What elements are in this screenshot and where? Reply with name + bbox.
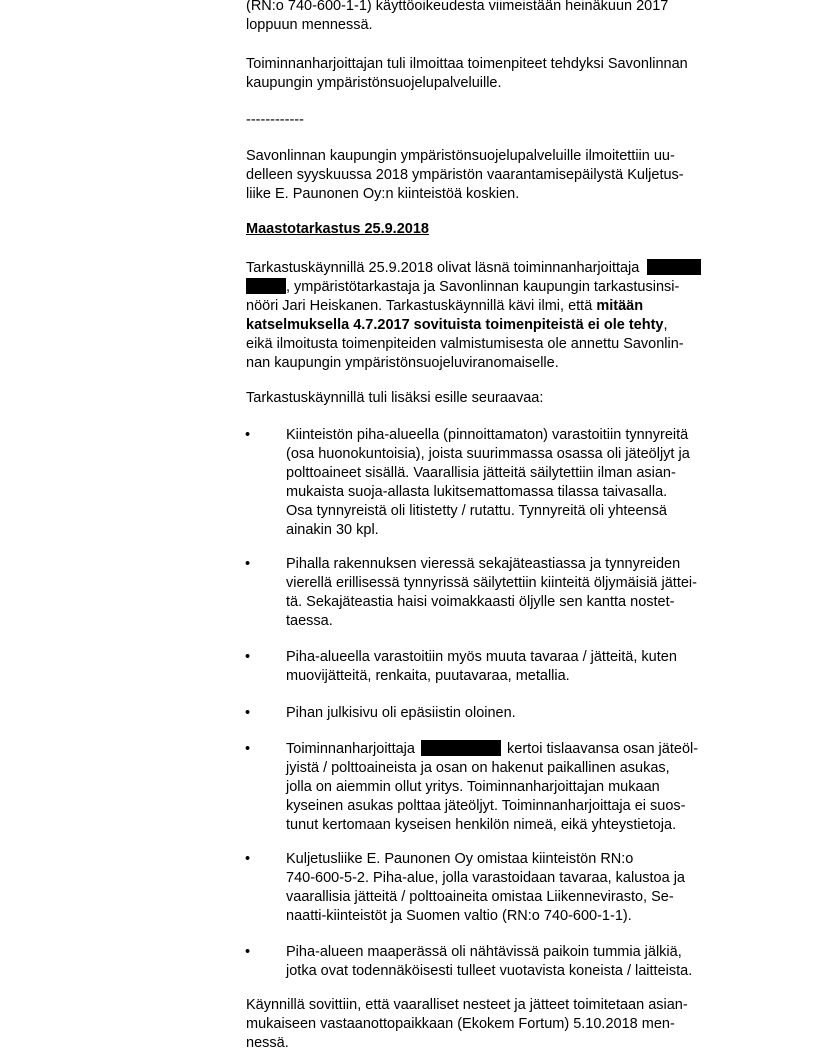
text-line: nan kaupungin ympäristönsuojeluviranomaiselle.: [246, 355, 559, 371]
bullet-marker: •: [245, 851, 251, 867]
paragraph-agreement: [246, 996, 746, 1053]
text-line: (RN:o 740-600-1-1) käyttöoikeudesta viimeistään heinäkuun 2017: [246, 0, 669, 14]
text-line: jyistä / polttoaineista ja osan on hakenut paikallinen asukas,: [286, 760, 670, 776]
text-run: Toiminnanharjoittaja: [286, 741, 415, 757]
text-line: tä. Sekajäteastia haisi voimakkaasti öljylle sen kantta nostet-: [286, 594, 675, 610]
bullet-item-7: [286, 943, 756, 981]
text-line: nessä.: [246, 1035, 289, 1051]
text-line: [246, 278, 746, 297]
text-line: Toiminnanharjoittajan tuli ilmoittaa toimenpiteet tehdyksi Savonlinnan: [246, 56, 688, 72]
text-line: loppuun mennessä.: [246, 17, 373, 33]
text-line: vaarallisia jätteitä / polttoaineita omistaa Liikennevirasto, Se-: [286, 889, 674, 905]
text-run: kertoi tislaavansa osan jäteöl-: [507, 741, 699, 757]
text-line: [246, 297, 746, 316]
bullet-marker: •: [245, 427, 251, 443]
bullet-item-1: [286, 426, 756, 540]
text-line: mukaista suoja-allasta lukitsemattomassa tilassa taivasalla.: [286, 484, 668, 500]
text-line: delleen syyskuussa 2018 ympäristön vaarantamisepäilystä Kuljetus-: [246, 167, 684, 183]
paragraph-report: [246, 147, 746, 204]
text-line: jotka ovat todennäköisesti tulleet vuotavista koneista / laitteista.: [286, 963, 693, 979]
text-line: Savonlinnan kaupungin ympäristönsuojelupalveluille ilmoitettiin uu-: [246, 148, 675, 164]
text-line: kaupungin ympäristönsuojelupalveluille.: [246, 75, 502, 91]
text-line: 740-600-5-2. Piha-alue, jolla varastoidaan tavaraa, kalustoa ja: [286, 870, 685, 886]
text-line: Pihan julkisivu oli epäsiistin oloinen.: [286, 705, 516, 721]
bullet-marker: •: [245, 741, 251, 757]
text-line: Piha-alueen maaperässä oli nähtävissä paikoin tummia jälkiä,: [286, 944, 682, 960]
text-line: mukaiseen vastaanottopaikkaan (Ekokem Fortum) 5.10.2018 men-: [246, 1016, 675, 1032]
text-line: jolla on aiemmin ollut yritys. Toiminnanharjoittajan mukaan: [286, 779, 660, 795]
text-run: Tarkastuskäynnillä 25.9.2018 olivat läsnä toiminnanharjoittaja: [246, 260, 640, 276]
text-line: eikä ilmoitusta toimenpiteiden valmistumisesta ole annettu Savonlin-: [246, 336, 684, 352]
bullet-item-6: [286, 850, 756, 926]
text-line: Osa tynnyreistä oli litistetty / rutattu. Tynnyreitä oli yhteensä: [286, 503, 667, 519]
bullet-marker: •: [245, 705, 251, 721]
text-line: [286, 740, 756, 759]
text-line: tunut kertomaan kyseisen henkilön nimeä, eikä yhteystietoja.: [286, 817, 677, 833]
bullet-item-4: [286, 704, 756, 723]
paragraph-notify: [246, 55, 746, 93]
bullet-marker: •: [245, 556, 251, 572]
text-line: liike E. Paunonen Oy:n kiinteistöä koskien.: [246, 186, 520, 202]
bullet-marker: •: [245, 944, 251, 960]
text-line: polttoaineet sisällä. Vaarallisia jätteitä säilytettiin ilman asian-: [286, 465, 676, 481]
text-line: Piha-alueella varastoitiin myös muuta tavaraa / jätteitä, kuten: [286, 649, 677, 665]
text-line: [246, 259, 746, 278]
text-line: vierellä erillisessä tynnyrissä säilytettiin kiinteitä öljymäisiä jättei-: [286, 575, 697, 591]
redaction-block: [421, 740, 501, 756]
bold-text-run: katselmuksella 4.7.2017 sovituista toimenpiteistä ei ole tehty: [246, 317, 664, 333]
bold-text-run: mitään: [596, 298, 644, 314]
bullet-marker: •: [245, 649, 251, 665]
text-line: naatti-kiinteistöt ja Suomen valtio (RN:o 740-600-1-1).: [286, 908, 632, 924]
text-line: taessa.: [286, 613, 333, 629]
text-run: ,: [663, 317, 668, 333]
text-line: Käynnillä sovittiin, että vaaralliset nesteet ja jätteet toimitetaan asian-: [246, 997, 688, 1013]
bullet-item-3: [286, 648, 756, 686]
paragraph-continuation: [246, 0, 746, 35]
separator-line: ------------: [246, 112, 304, 128]
text-line: muovijätteitä, renkaita, puutavaraa, metallia.: [286, 668, 570, 684]
text-line: kyseinen asukas polttaa jäteöljyt. Toiminnanharjoittaja ei suos-: [286, 798, 686, 814]
text-line: Tarkastuskäynnillä tuli lisäksi esille seuraavaa:: [246, 390, 544, 406]
text-line: ainakin 30 kpl.: [286, 522, 379, 538]
paragraph-intro: [246, 389, 746, 408]
text-line: Pihalla rakennuksen vieressä sekajäteastiassa ja tynnyreiden: [286, 556, 681, 572]
text-run: , ympäristötarkastaja ja Savonlinnan kaupungin tarkastusinsi-: [286, 279, 680, 295]
redaction-block: [246, 278, 286, 294]
bullet-item-2: [286, 555, 756, 631]
text-line: [246, 316, 746, 335]
bullet-item-5: [286, 740, 756, 835]
text-line: (osa huonokuntoisia), joista suurimmassa osassa oli jäteöljyt ja: [286, 446, 690, 462]
redaction-block: [647, 259, 701, 275]
text-line: Kiinteistön piha-alueella (pinnoittamaton) varastoitiin tynnyreitä: [286, 427, 689, 443]
paragraph-visit: [246, 259, 746, 373]
text-line: Kuljetusliike E. Paunonen Oy omistaa kiinteistön RN:o: [286, 851, 634, 867]
section-heading: Maastotarkastus 25.9.2018: [246, 221, 429, 237]
text-run: nööri Jari Heiskanen. Tarkastuskäynnillä kävi ilmi, että: [246, 298, 593, 314]
